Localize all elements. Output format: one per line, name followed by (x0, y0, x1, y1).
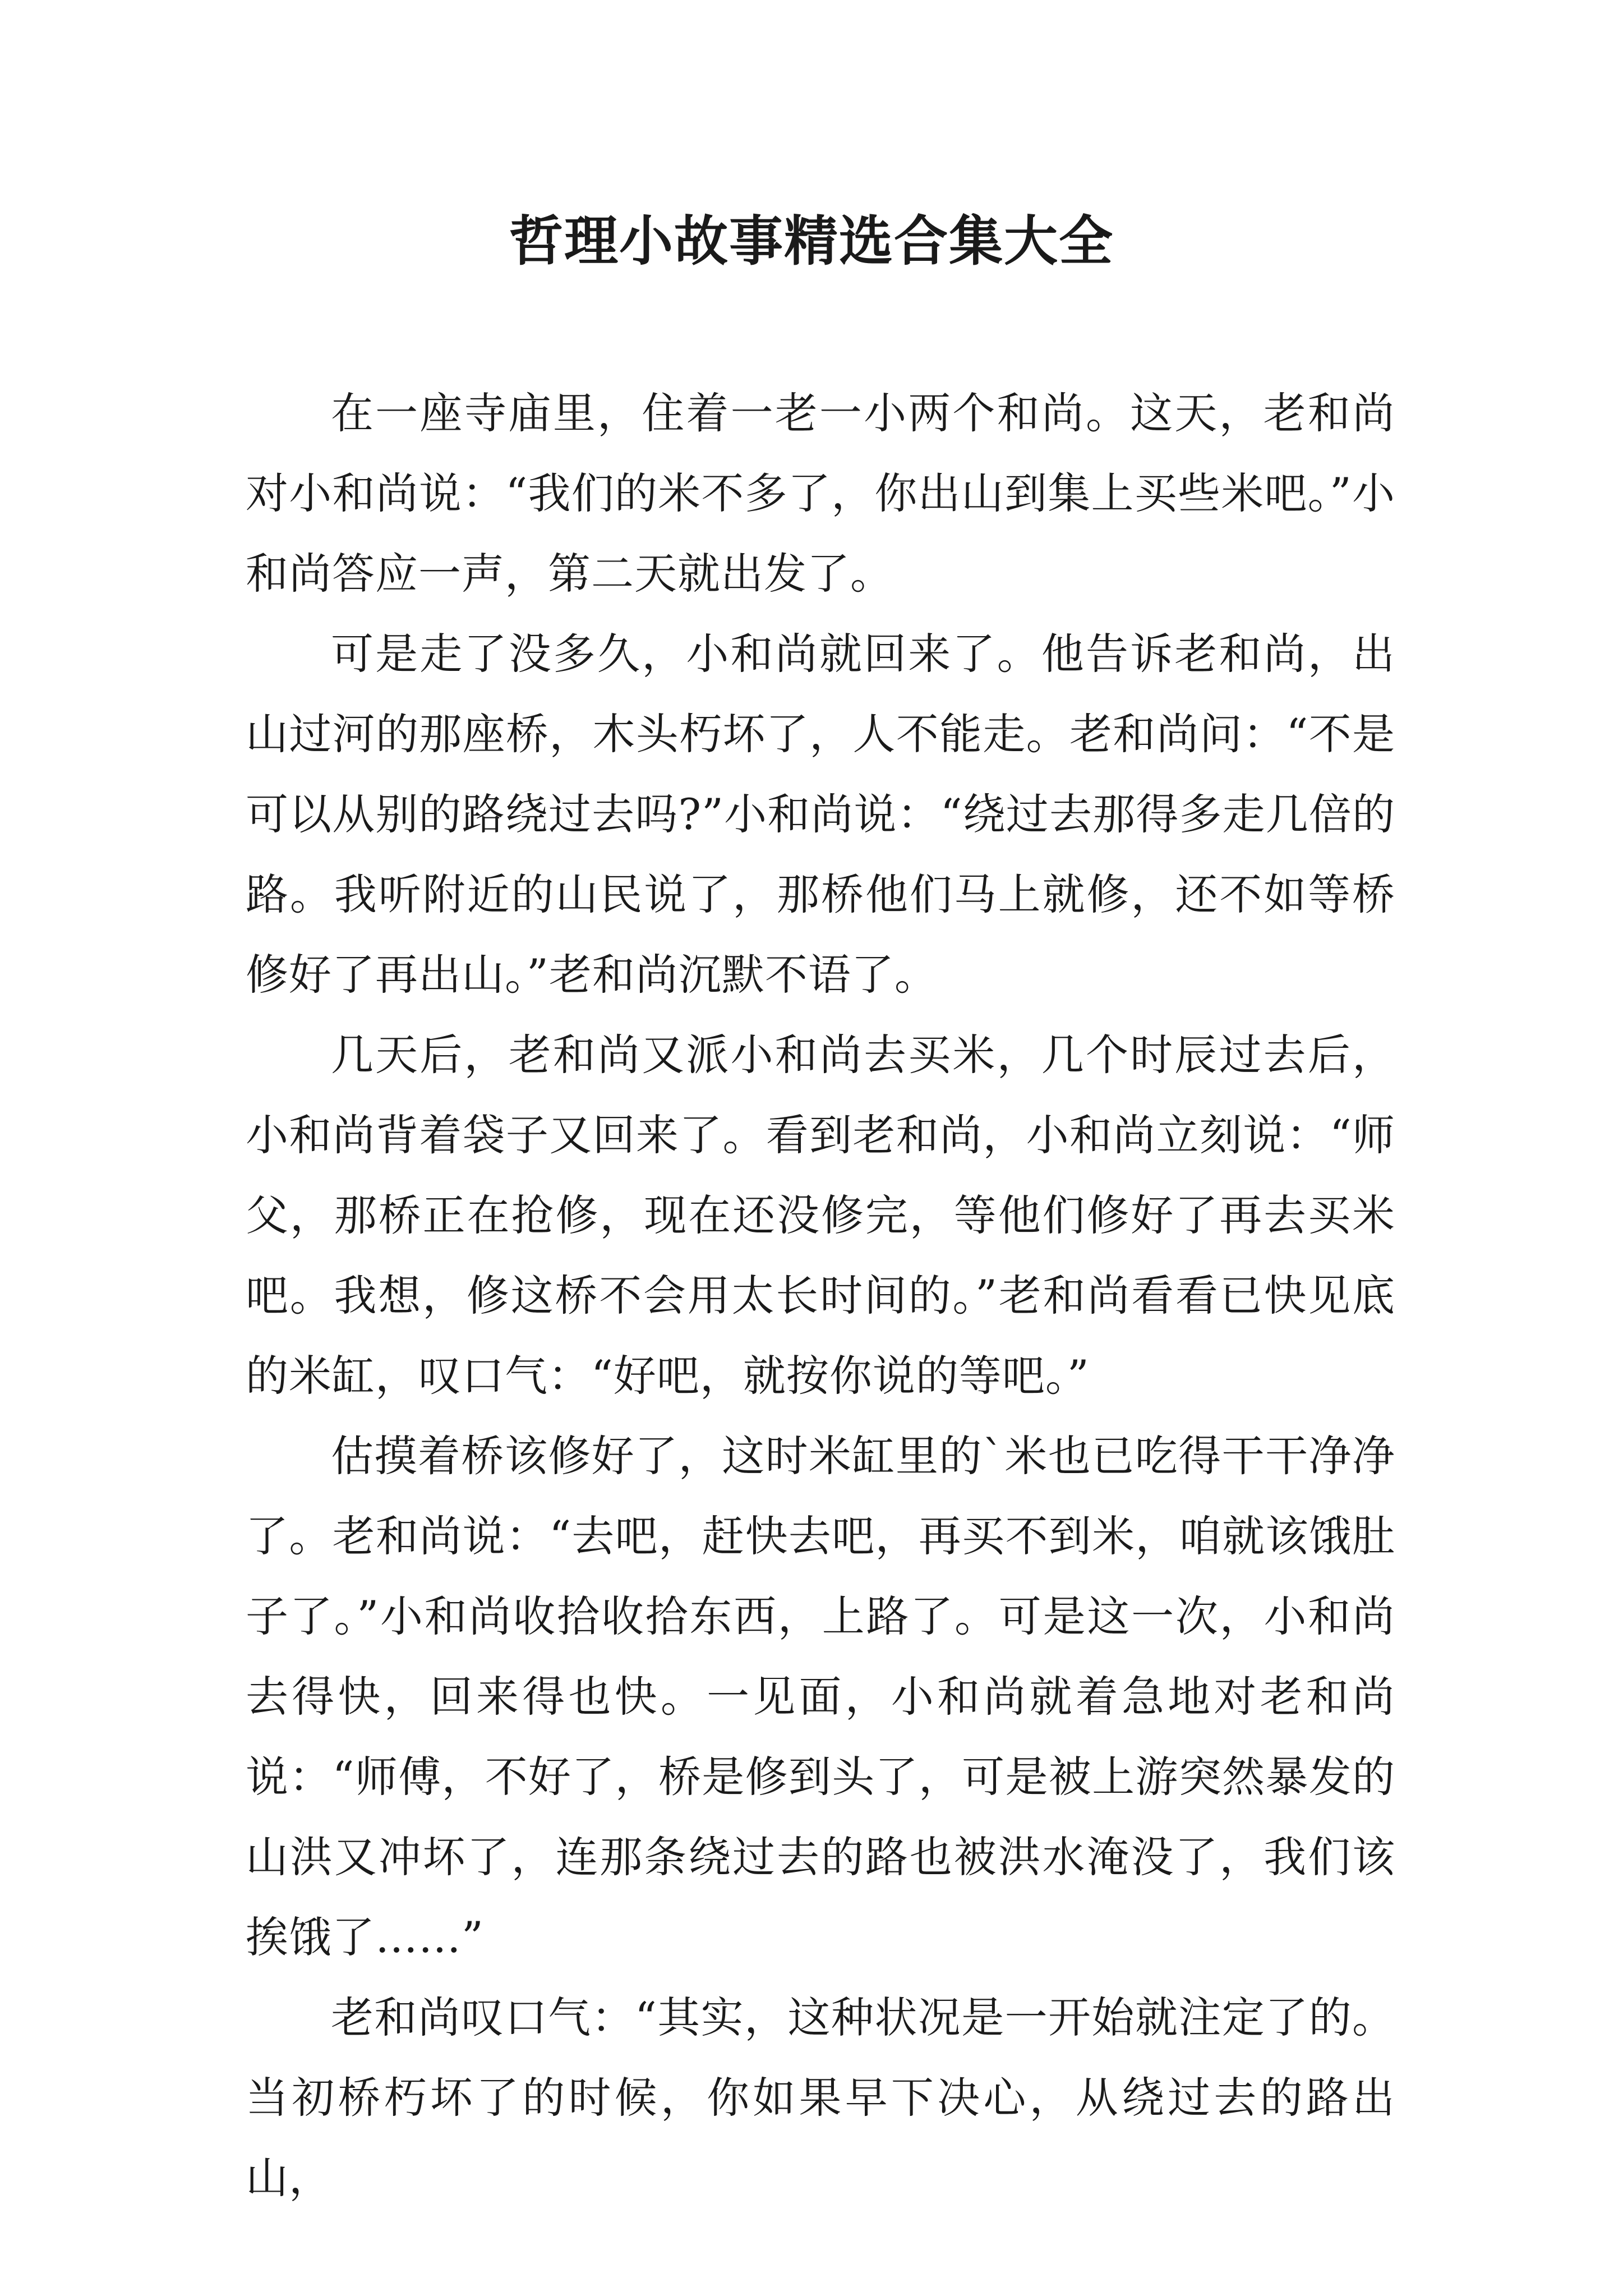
paragraph: 可是走了没多久，小和尚就回来了。他告诉老和尚，出山过河的那座桥，木头朽坏了，人不能走。老和尚问：“不是可以从别的路绕过去吗?”小和尚说：“绕过去那得多走几倍的路。我听附近的山民说了，那桥他们马上就修，还不如等桥修好了再出山。”老和尚沉默不语了。 (246, 629, 1395, 1000)
paragraph: 估摸着桥该修好了，这时米缸里的`米也已吃得干干净净了。老和尚说：“去吧，赶快去吧，再买不到米，咱就该饿肚子了。”小和尚收拾收拾东西，上路了。可是这一次，小和尚去得快，回来得也快。一见面，小和尚就着急地对老和尚说：“师傅，不好了，桥是修到头了，可是被上游突然暴发的山洪又冲坏了，连那条绕过去的路也被洪水淹没了，我们该挨饿了……” (246, 1431, 1395, 1962)
document-title: 哲理小故事精选合集大全 (509, 209, 1114, 273)
paragraph: 在一座寺庙里，住着一老一小两个和尚。这天，老和尚对小和尚说：“我们的米不多了，你出山到集上买些米吧。”小和尚答应一声，第二天就出发了。 (246, 388, 1395, 599)
paragraph: 几天后，老和尚又派小和尚去买米，几个时辰过去后，小和尚背着袋子又回来了。看到老和尚，小和尚立刻说：“师父，那桥正在抢修，现在还没修完，等他们修好了再去买米吧。我想，修这桥不会用太长时间的。”老和尚看看已快见底的米缸，叹口气：“好吧，就按你说的等吧。” (246, 1030, 1395, 1401)
document-body (246, 373, 1395, 2218)
paragraph: 老和尚叹口气：“其实，这种状况是一开始就注定了的。当初桥朽坏了的时候，你如果早下决心，从绕过去的路出山， (246, 1993, 1395, 2203)
